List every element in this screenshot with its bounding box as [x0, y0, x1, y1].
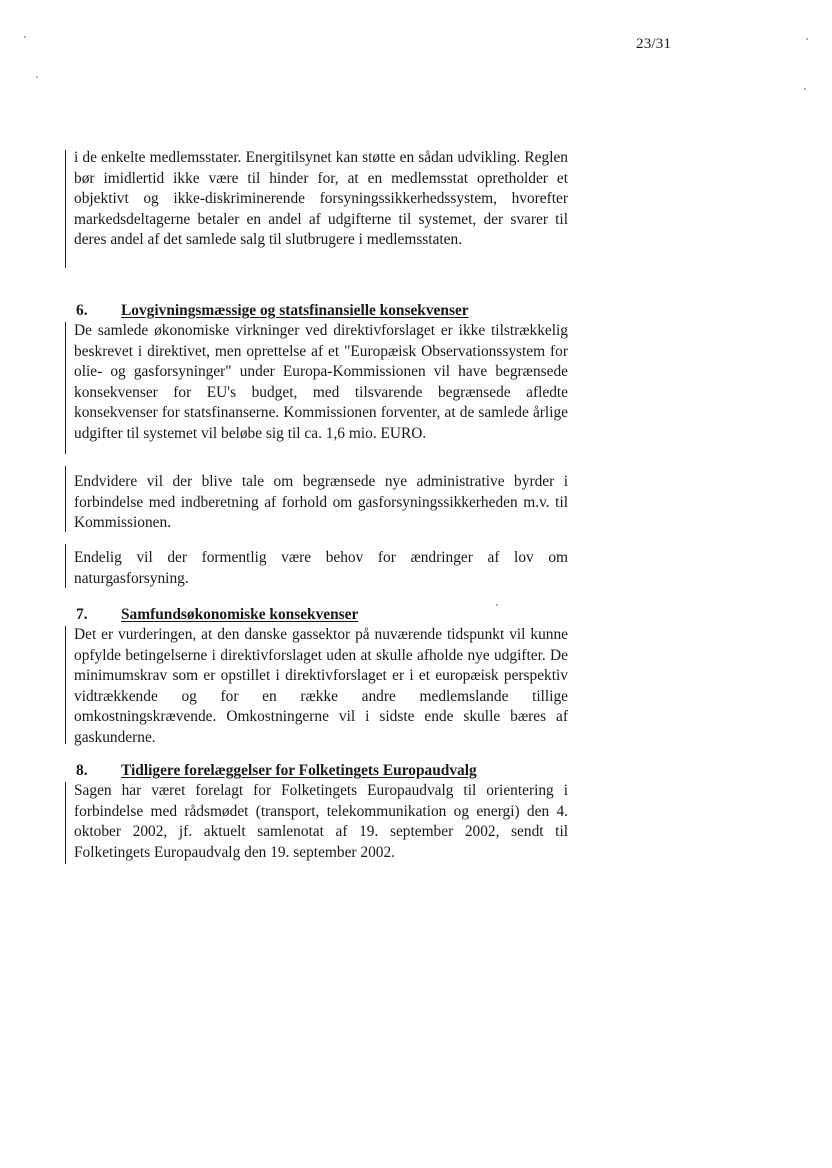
section-8-heading — [76, 762, 477, 780]
section-7-body — [74, 625, 568, 749]
paragraph: Sagen har været forelagt for Folketingets Europaudvalg til orientering i forbindelse med rådsmødet (transport, telekommunikation og energi) den 4. oktober 2002, jf. aktuelt samlenotat af 19. september 2002, sendt til Folketingets Europaudvalg den 19. september 2002. — [74, 782, 568, 861]
section-title: Samfundsøkonomiske konsekvenser — [121, 606, 359, 623]
paragraph: De samlede økonomiske virkninger ved direktivforslaget er ikke tilstrækkelig beskrevet i direktivet, men oprettelse af et "Europæisk Observationssystem for olie- og gasforsyninger" under Europa-Kommissionen vil have begrænsede konsekvenser for EU's budget, med tilsvarende begrænsede afledte konsekvenser for statsfinanserne. Kommissionen forventer, at de samlede årlige udgifter til systemet vil beløbe sig til ca. 1,6 mio. EURO. — [74, 322, 568, 442]
paragraph: Det er vurderingen, at den danske gassektor på nuværende tidspunkt vil kunne opfylde betingelserne i direktivforslaget uden at skulle afholde nye udgifter. De minimumskrav som er opstillet i direktivforslaget er i et europæisk perspektiv vidtrækkende og for en række andre medlemslande tillige omkostningskrævende. Omkostningerne vil i sidste ende skulle bæres af gaskunderne. — [74, 626, 568, 746]
intro-paragraph: i de enkelte medlemsstater. Energitilsynet kan støtte en sådan udvikling. Reglen bør imidlertid ikke være til hinder for, at en medlemsstat opretholder et objektivt og ikke-diskriminerende forsyningssikkerhedssystem, hvorefter markedsdeltagerne betaler en andel af udgifterne til systemet, der svarer til deres andel af det samlede salg til slutbrugere i medlemsstaten. — [74, 149, 568, 249]
section-6-body — [74, 472, 568, 534]
scan-speck — [36, 76, 38, 78]
page-number: 23/31 — [636, 36, 672, 52]
section-number: 8. — [76, 762, 88, 779]
section-8-body — [74, 781, 568, 863]
section-number: 7. — [76, 606, 88, 623]
scan-speck — [496, 604, 498, 606]
section-title: Lovgivningsmæssige og statsfinansielle konsekvenser — [121, 302, 469, 319]
change-bar — [65, 782, 66, 864]
section-number: 6. — [76, 302, 88, 319]
change-bar — [65, 544, 66, 588]
change-bar — [65, 466, 66, 532]
paragraph: Endelig vil der formentlig være behov for ændringer af lov om naturgasforsyning. — [74, 549, 568, 587]
paragraph: Endvidere vil der blive tale om begrænsede nye administrative byrder i forbindelse med indberetning af forhold om gasforsyningssikkerheden m.v. til Kommissionen. — [74, 473, 568, 532]
change-bar — [65, 626, 66, 744]
section-7-heading — [76, 606, 358, 624]
scan-speck — [806, 38, 808, 40]
section-title: Tidligere forelæggelser for Folketingets Europaudvalg — [121, 762, 477, 779]
change-bar — [65, 150, 66, 268]
change-bar — [65, 322, 66, 454]
section-6-body — [74, 321, 568, 445]
scan-speck — [24, 36, 26, 38]
scan-speck — [804, 88, 806, 90]
intro-paragraph-block — [74, 148, 568, 251]
section-6-heading — [76, 302, 469, 320]
section-6-body — [74, 548, 568, 589]
